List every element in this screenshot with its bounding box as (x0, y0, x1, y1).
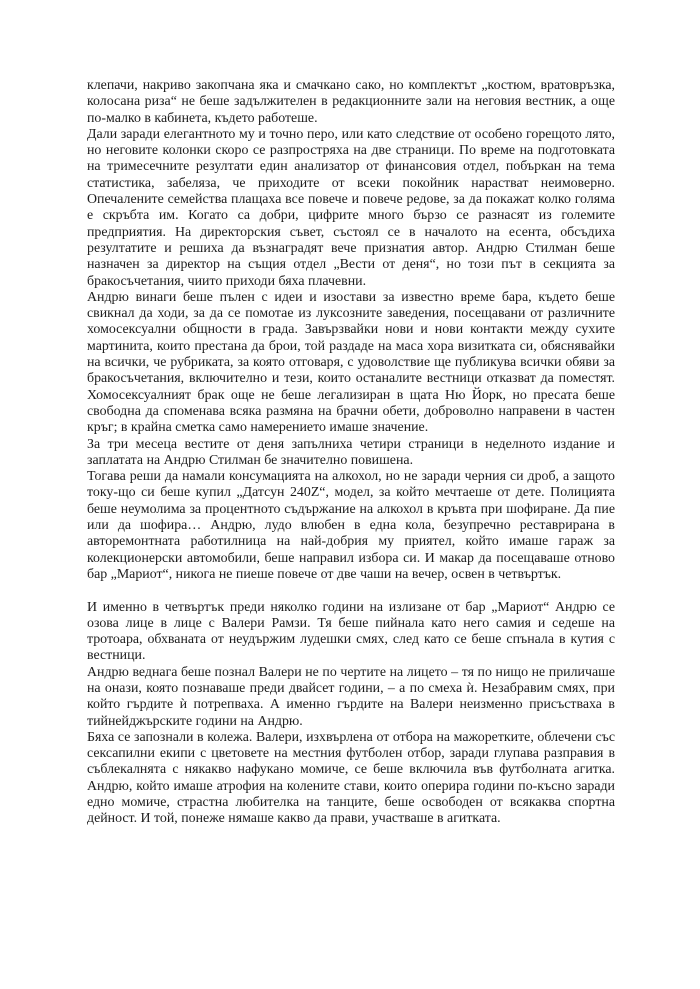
paragraph: Андрю винаги беше пълен с идеи и изостави за известно време бара, където беше свикнал да ходи, за да се помотае из луксозните заведения, посещавани от различните хомосексуални общности в града. Завързвайки нови и нови контакти между сухите мартинита, които престана да брои, той раздаде на маса хора визитката си, обяснявайки на всички, че рубриката, за която отговаря, с удоволствие ще публикува всички обяви за бракосъчетания, включително и тези, които останалите вестници отказват да поместят. Хомосексуалният брак още не беше легализиран в щата Ню Йорк, но пресата беше свободна да споменава всяка размяна на брачни обети, доброволно направени в частен кръг; в крайна сметка само намерението имаше значение. (87, 289, 615, 436)
paragraph: Бяха се запознали в колежа. Валери, изхвърлена от отбора на мажоретките, облечени със сексапилни екипи с цветовете на местния футболен отбор, заради глупава разправия в съблекалнята с някакво нафукано момиче, се беше включила във футболната агитка. Андрю, който имаше атрофия на колените стави, които оперира години по-късно заради едно момиче, страстна любителка на танците, беше освободен от всякаква спортна дейност. И той, понеже нямаше какво да прави, участваше в агитката. (87, 729, 615, 827)
paragraph: За три месеца вестите от деня запълниха четири страници в неделното издание и заплатата на Андрю Стилман бе значително повишена. (87, 436, 615, 468)
paragraph: И именно в четвъртък преди няколко години на излизане от бар „Мариот“ Андрю се озова лице в лице с Валери Рамзи. Тя беше пийнала като него самия и седеше на тротоара, обхваната от неудържим лудешки смях, след като се беше спънала в кутия с вестници. (87, 599, 615, 664)
body-text (87, 78, 615, 828)
paragraph: клепачи, накриво закопчана яка и смачкано сако, но комплектът „костюм, вратовръзка, колосана риза“ не беше задължителен в редакционните зали на неговия вестник, а още по-малко в кабинета, където работеше. (87, 78, 615, 126)
paragraph-spacer (87, 583, 615, 599)
paragraph: Андрю веднага беше познал Валери не по чертите на лицето – тя по нищо не приличаше на онази, която познаваше преди двайсет години, – а по смеха ѝ. Незабравим смях, при който гърдите ѝ потрепваха. А именно гърдите на Валери неизменно присъстваха в тийнейджърските години на Андрю. (87, 664, 615, 729)
paragraph: Дали заради елегантното му и точно перо, или като следствие от особено горещото лято, но неговите колонки скоро се разпростряха на две страници. По време на подготовката на тримесечните резултати един анализатор от финансовия отдел, побъркан на тема статистика, забеляза, че приходите от всеки покойник нарастват неимоверно. Опечалените семейства плащаха все повече и повече редове, за да покажат колко голяма е скръбта им. Когато са добри, цифрите много бързо се разнасят из големите предприятия. На директорския съвет, състоял се в началото на есента, обсъдиха резултатите и решиха да възнаградят вече признатия автор. Андрю Стилман беше назначен за директор на същия отдел „Вести от деня“, но този път в секцията за бракосъчетания, чиито приходи бяха плачевни. (87, 126, 615, 289)
paragraph: Тогава реши да намали консумацията на алкохол, но не заради черния си дроб, а защото току-що си беше купил „Датсун 240Z“, модел, за който мечтаеше от дете. Полицията беше неумолима за процентното съдържание на алкохол в кръвта при шофиране. Да пие или да шофира… Андрю, лудо влюбен в една кола, безупречно реставрирана в авторемонтната работилница на най-добрия му приятел, който имаше гараж за колекционерски автомобили, беше направил избора си. И макар да посещаваше отново бар „Мариот“, никога не пиеше повече от две чаши на вечер, освен в четвъртък. (87, 469, 615, 582)
